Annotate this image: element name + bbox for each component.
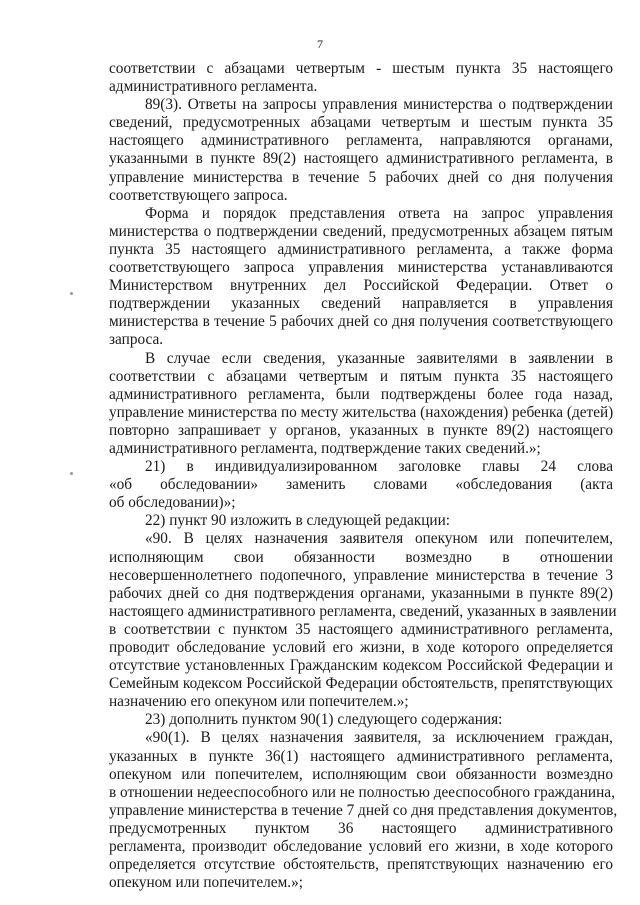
text-line: рабочих дней со дня подтверждения органами, указанными в пункте 89(2) bbox=[109, 584, 613, 602]
text-line: пункта 35 настоящего административного регламента, а также форма bbox=[109, 240, 613, 258]
text-line: управление министерства в течение 5 рабочих дней со дня получения bbox=[109, 168, 613, 186]
text-line: 22) пункт 90 изложить в следующей редакции: bbox=[145, 512, 451, 530]
text-line: в соответствии с пунктом 35 настоящего административного регламента, bbox=[109, 620, 613, 638]
margin-mark bbox=[70, 292, 73, 295]
margin-mark bbox=[70, 472, 73, 475]
text-line: указанными в пункте 89(2) настоящего административного регламента, в bbox=[109, 150, 613, 168]
text-line: управление министерства по месту жительства (нахождения) ребенка (детей) bbox=[109, 403, 614, 421]
text-line: Семейным кодексом Российской Федерации обстоятельств, препятствующих bbox=[109, 675, 613, 693]
text-line: соответствующего запроса управления министерства устанавливаются bbox=[109, 259, 613, 277]
text-line: соответствии с абзацами четвертым и пятым пункта 35 настоящего bbox=[109, 367, 613, 385]
text-line: регламента, производит обследование условий его жизни, в ходе которого bbox=[109, 838, 613, 856]
text-line: министерства в течение 5 рабочих дней со дня получения соответствующего bbox=[109, 313, 613, 331]
text-line: В случае если сведения, указанные заявителями в заявлении в bbox=[145, 349, 613, 367]
text-line: 23) дополнить пунктом 90(1) следующего содержания: bbox=[145, 711, 503, 729]
text-line: 89(3). Ответы на запросы управления министерства о подтверждении bbox=[145, 96, 613, 114]
text-line: административного регламента, были подтверждены более года назад, bbox=[109, 385, 613, 403]
text-line: опекуном или попечителем.»; bbox=[109, 874, 303, 892]
text-line: Министерством внутренних дел Российской Федерации. Ответ о bbox=[109, 277, 613, 295]
text-line: назначению его опекуном или попечителем.»; bbox=[109, 693, 409, 711]
text-line: 21) в индивидуализированном заголовке главы 24 слова bbox=[145, 458, 613, 476]
text-line: административного регламента, подтверждение таких сведений.»; bbox=[109, 439, 541, 457]
text-line: проводит обследование условий его жизни, в ходе которого определяется bbox=[109, 639, 613, 656]
text-line: сведений, предусмотренных абзацами четвертым и шестым пункта 35 bbox=[109, 114, 613, 132]
text-line: «90(1). В целях назначения заявителя, за исключением граждан, bbox=[145, 729, 613, 747]
document-body bbox=[109, 60, 618, 892]
text-line: указанных в пункте 36(1) настоящего административного регламента, bbox=[109, 747, 613, 765]
text-line: несовершеннолетнего подопечного, управление министерства в течение 3 bbox=[109, 566, 613, 584]
text-line: в отношении недееспособного или не полностью дееспособного гражданина, bbox=[109, 783, 615, 801]
text-line: административного регламента. bbox=[109, 78, 318, 96]
text-line: опекуном или попечителем, исполняющим свои обязанности возмездно bbox=[109, 765, 613, 783]
text-line: определяется отсутствие обстоятельств, препятствующих назначению его bbox=[109, 856, 613, 874]
text-line: отсутствие установленных Гражданским кодексом Российской Федерации и bbox=[109, 657, 613, 675]
text-line: настоящего административного регламента, сведений, указанных в заявлении bbox=[109, 602, 617, 620]
text-line: соответствии с абзацами четвертым - шестым пункта 35 настоящего bbox=[109, 60, 613, 77]
page-number: 7 bbox=[317, 37, 323, 51]
text-line: настоящего административного регламента, направляются органами, bbox=[109, 132, 613, 150]
text-line: управление министерства в течение 7 дней со дня представления документов, bbox=[109, 801, 618, 819]
text-line: «об обследовании» заменить словами «обследования (акта bbox=[109, 476, 613, 494]
text-line: «90. В целях назначения заявителя опекуном или попечителем, bbox=[145, 530, 613, 548]
text-line: исполняющим свои обязанности возмездно в отношении bbox=[109, 548, 613, 566]
text-line: подтверждении указанных сведений направляется в управления bbox=[109, 295, 613, 313]
text-line: соответствующего запроса. bbox=[109, 186, 288, 204]
text-line: повторно запрашивает у органов, указанных в пункте 89(2) настоящего bbox=[109, 421, 613, 439]
text-line: об обследовании)»; bbox=[109, 494, 236, 512]
text-line: министерства о подтверждении сведений, предусмотренных абзацем пятым bbox=[109, 222, 613, 240]
text-line: запроса. bbox=[109, 331, 164, 349]
text-line: предусмотренных пунктом 36 настоящего административного bbox=[109, 819, 613, 837]
text-line: Форма и порядок представления ответа на запрос управления bbox=[145, 204, 613, 222]
